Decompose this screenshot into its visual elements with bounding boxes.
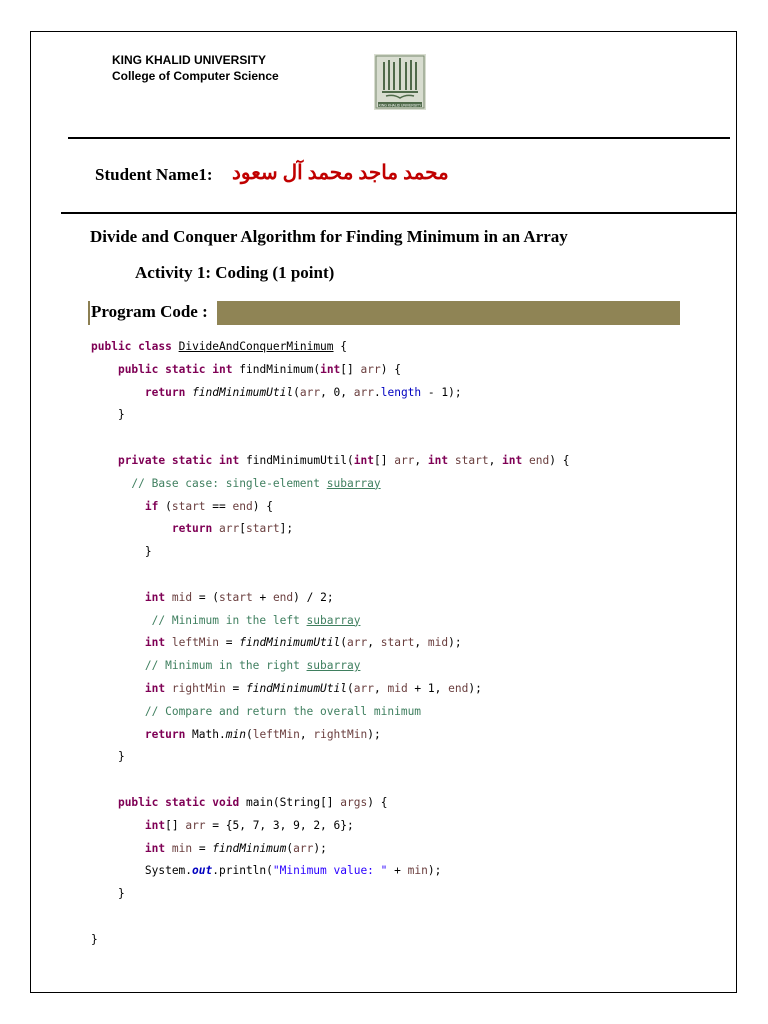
- code-token: findMinimumUtil(: [239, 453, 354, 467]
- code-token: out: [192, 864, 213, 878]
- code-token: arr: [299, 385, 321, 399]
- code-token: subarray: [306, 659, 361, 673]
- code-line: [91, 792, 569, 815]
- code-line: [91, 587, 569, 610]
- code-token: [448, 454, 455, 467]
- code-token: .println(: [212, 864, 273, 878]
- code-token: main(String[]: [239, 795, 341, 809]
- code-token: }: [91, 408, 125, 422]
- code-line: [91, 382, 569, 405]
- code-token: [91, 614, 152, 627]
- code-token: // Base case: single-element: [131, 476, 327, 490]
- code-token: [91, 477, 131, 490]
- code-token: [91, 796, 118, 809]
- code-token: ) {: [380, 362, 401, 376]
- code-token: // Minimum in the left: [151, 613, 307, 627]
- code-token: arr: [219, 522, 240, 536]
- code-token: static: [165, 362, 206, 376]
- code-line: [91, 632, 569, 655]
- code-token: ==: [205, 499, 233, 513]
- code-token: int: [144, 590, 166, 604]
- code-token: );: [427, 864, 442, 878]
- code-token: [91, 454, 118, 467]
- code-token: public: [117, 795, 159, 809]
- code-token: min: [171, 841, 193, 855]
- code-token: [165, 591, 172, 604]
- code-token: int: [502, 453, 523, 467]
- code-token: [212, 522, 219, 535]
- program-code-banner: [217, 301, 680, 325]
- code-token: [91, 500, 145, 513]
- student-name-value: محمد ماجد محمد آل سعود: [232, 162, 449, 184]
- code-token: ,: [367, 636, 381, 650]
- code-token: ,: [373, 681, 388, 695]
- activity-heading: Activity 1: Coding (1 point): [135, 263, 335, 282]
- code-token: - 1);: [421, 385, 462, 399]
- code-line: [91, 701, 569, 724]
- code-token: [165, 454, 172, 467]
- code-token: }: [91, 545, 152, 559]
- header-divider: [68, 137, 730, 139]
- code-token: mid: [427, 636, 449, 650]
- code-token: findMinimum: [212, 841, 287, 855]
- code-token: DivideAndConquerMinimum: [178, 340, 334, 353]
- code-token: .: [373, 385, 381, 399]
- code-token: []: [165, 818, 186, 832]
- code-token: findMinimumUtil: [192, 385, 294, 399]
- code-token: (: [158, 499, 172, 513]
- code-line: [91, 769, 569, 792]
- code-token: int: [427, 453, 449, 467]
- code-token: mid: [387, 681, 408, 695]
- code-token: );: [448, 636, 462, 650]
- code-token: );: [367, 727, 381, 741]
- code-token: start: [245, 522, 280, 536]
- code-token: [91, 705, 145, 718]
- code-token: end: [448, 681, 469, 695]
- code-token: ) / 2;: [293, 590, 334, 604]
- code-line: [91, 746, 569, 769]
- code-token: end: [232, 499, 253, 513]
- code-token: arr: [293, 841, 314, 855]
- code-token: start: [454, 453, 489, 467]
- code-token: =: [225, 681, 246, 695]
- code-token: [91, 659, 145, 672]
- code-token: static: [171, 453, 213, 467]
- code-token: public: [117, 362, 159, 376]
- code-token: [91, 682, 145, 695]
- code-token: arr: [394, 453, 415, 467]
- code-line: [91, 496, 569, 519]
- code-token: int: [353, 453, 374, 467]
- code-token: start: [171, 499, 206, 513]
- code-token: []: [373, 453, 395, 467]
- code-token: (: [245, 727, 253, 741]
- code-token: ,: [299, 727, 314, 741]
- university-name: KING KHALID UNIVERSITY: [112, 53, 267, 67]
- code-token: min: [407, 864, 428, 878]
- code-token: [91, 728, 145, 741]
- code-token: [91, 842, 145, 855]
- code-token: (: [340, 636, 348, 650]
- code-token: );: [313, 841, 327, 855]
- code-line: [91, 860, 569, 883]
- code-line: [91, 450, 569, 473]
- code-token: [91, 522, 172, 535]
- code-token: [165, 842, 172, 855]
- code-token: "Minimum value: ": [272, 864, 388, 878]
- code-token: arr: [360, 362, 381, 376]
- code-token: +: [252, 590, 273, 604]
- code-token: [165, 682, 172, 695]
- code-token: start: [380, 636, 415, 650]
- code-token: mid: [171, 590, 193, 604]
- code-token: arr: [185, 818, 206, 832]
- code-token: // Minimum in the right: [144, 659, 307, 673]
- code-line: [91, 336, 569, 359]
- code-line: [91, 838, 569, 861]
- code-token: ,: [414, 636, 428, 650]
- code-token: [522, 454, 529, 467]
- code-token: [91, 636, 145, 649]
- code-token: [91, 363, 118, 376]
- code-token: min: [225, 727, 246, 741]
- code-token: ) {: [367, 795, 388, 809]
- code-line: [91, 906, 569, 929]
- code-token: if: [144, 499, 159, 513]
- code-line: [91, 518, 569, 541]
- code-line: [91, 359, 569, 382]
- code-token: // Compare and return the overall minimum: [144, 704, 422, 718]
- code-line: [91, 427, 569, 450]
- code-line: [91, 724, 569, 747]
- code-line: [91, 655, 569, 678]
- section-divider: [61, 212, 737, 214]
- code-token: {: [333, 340, 348, 353]
- code-token: return: [144, 385, 186, 399]
- code-line: [91, 564, 569, 587]
- document-title: Divide and Conquer Algorithm for Finding Minimum in an Array: [90, 227, 568, 246]
- code-token: static: [165, 795, 206, 809]
- student-name-label: Student Name1:: [95, 165, 213, 184]
- code-token: }: [91, 932, 98, 946]
- code-block: [91, 336, 569, 952]
- code-token: public: [91, 340, 132, 353]
- code-token: return: [171, 522, 213, 536]
- code-token: Math.: [185, 727, 226, 741]
- code-token: leftMin: [252, 727, 300, 741]
- code-token: private: [117, 453, 166, 467]
- code-token: []: [340, 362, 361, 376]
- code-token: [: [239, 522, 246, 536]
- code-token: end: [529, 453, 550, 467]
- code-token: findMinimumUtil: [245, 681, 348, 695]
- code-line: [91, 404, 569, 427]
- code-token: ,: [488, 453, 503, 467]
- code-line: [91, 473, 569, 496]
- logo-caption: KING KHALID UNIVERSITY: [378, 103, 422, 108]
- code-line: [91, 678, 569, 701]
- code-token: ) {: [549, 453, 570, 467]
- code-token: int: [212, 362, 233, 376]
- university-logo: [374, 54, 426, 110]
- code-token: arr: [353, 681, 374, 695]
- code-token: (: [293, 385, 300, 399]
- code-token: int: [144, 636, 166, 650]
- code-token: }: [91, 887, 125, 901]
- code-token: int: [144, 681, 166, 695]
- code-token: int: [144, 841, 166, 855]
- code-token: = (: [192, 590, 220, 604]
- code-token: +: [387, 864, 408, 878]
- code-line: [91, 929, 569, 952]
- code-token: length: [380, 385, 422, 399]
- code-token: int: [144, 818, 166, 832]
- code-token: =: [192, 841, 213, 855]
- code-token: + 1,: [407, 681, 449, 695]
- code-token: = {5, 7, 3, 9, 2, 6};: [205, 818, 354, 832]
- code-line: [91, 883, 569, 906]
- code-token: [91, 591, 145, 604]
- code-token: rightMin: [171, 681, 226, 695]
- code-token: subarray: [326, 476, 381, 490]
- code-token: (: [347, 681, 354, 695]
- code-token: leftMin: [171, 636, 220, 650]
- code-token: class: [138, 340, 172, 353]
- code-token: end: [272, 590, 294, 604]
- code-token: arr: [347, 636, 368, 650]
- code-line: [91, 541, 569, 564]
- code-token: arr: [353, 385, 374, 399]
- code-token: (: [286, 841, 294, 855]
- code-token: [165, 636, 172, 649]
- code-token: [91, 819, 145, 832]
- code-token: );: [468, 681, 482, 695]
- code-token: start: [219, 590, 253, 604]
- code-token: [172, 340, 179, 353]
- code-token: System.: [91, 864, 193, 878]
- code-token: rightMin: [313, 727, 368, 741]
- code-token: int: [320, 362, 341, 376]
- code-token: void: [212, 795, 240, 809]
- code-token: int: [219, 453, 240, 467]
- code-token: subarray: [306, 613, 361, 627]
- code-token: args: [340, 795, 368, 809]
- code-line: [91, 815, 569, 838]
- code-token: ) {: [252, 499, 273, 513]
- code-token: =: [219, 636, 240, 650]
- code-token: ];: [279, 522, 294, 536]
- program-code-label: Program Code :: [91, 302, 208, 321]
- college-name: College of Computer Science: [112, 69, 279, 83]
- code-line: [91, 610, 569, 633]
- university-header: [112, 52, 279, 84]
- code-token: ,: [414, 453, 428, 467]
- code-token: findMinimumUtil: [239, 636, 341, 650]
- code-token: }: [91, 750, 125, 764]
- code-token: return: [144, 727, 186, 741]
- code-token: [91, 386, 145, 399]
- code-token: findMinimum(: [232, 362, 321, 376]
- code-token: , 0,: [320, 385, 354, 399]
